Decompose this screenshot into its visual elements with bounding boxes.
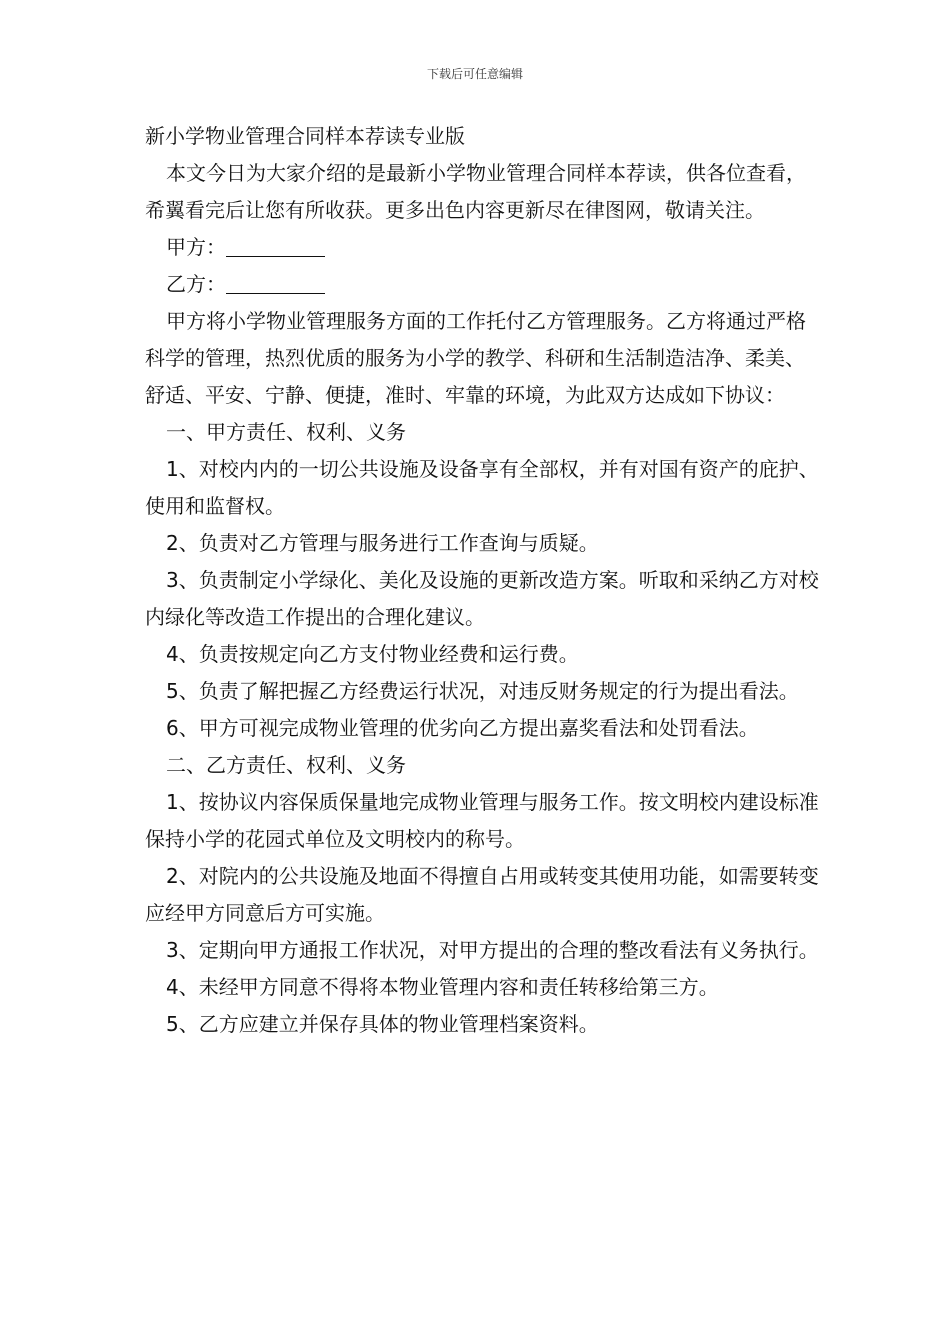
party-a-label: 甲方： [166, 235, 226, 259]
section-2-item: 2、对院内的公共设施及地面不得擅自占用或转变其使用功能，如需要转变应经甲方同意后方可实施。 [145, 864, 819, 925]
section-1-item: 3、负责制定小学绿化、美化及设施的更新改造方案。听取和采纳乙方对校内绿化等改造工作提出的合理化建议。 [145, 568, 819, 629]
party-a-line [145, 229, 820, 266]
section-1-item: 4、负责按规定向乙方支付物业经费和运行费。 [166, 642, 579, 666]
party-b-blank [226, 271, 325, 294]
section-1-heading: 一、甲方责任、权利、义务 [166, 420, 406, 444]
section-1-item: 1、对校内内的一切公共设施及设备享有全部权，并有对国有资产的庇护、使用和监督权。 [145, 457, 819, 518]
section-2-item: 3、定期向甲方通报工作状况，对甲方提出的合理的整改看法有义务执行。 [166, 938, 819, 962]
section-1-item: 6、甲方可视完成物业管理的优劣向乙方提出嘉奖看法和处罚看法。 [166, 716, 759, 740]
party-a-blank [226, 234, 325, 257]
document-body [145, 118, 820, 1043]
party-b-label: 乙方： [166, 272, 226, 296]
section-2-item: 4、未经甲方同意不得将本物业管理内容和责任转移给第三方。 [166, 975, 719, 999]
section-1-item: 5、负责了解把握乙方经费运行状况，对违反财务规定的行为提出看法。 [166, 679, 799, 703]
intro-paragraph: 本文今日为大家介绍的是最新小学物业管理合同样本荐读，供各位查看，希翼看完后让您有所收获。更多出色内容更新尽在律图网，敬请关注。 [145, 161, 806, 222]
document-title: 新小学物业管理合同样本荐读专业版 [145, 124, 465, 148]
section-2-item: 5、乙方应建立并保存具体的物业管理档案资料。 [166, 1012, 599, 1036]
preamble-paragraph: 甲方将小学物业管理服务方面的工作托付乙方管理服务。乙方将通过严格科学的管理，热烈优质的服务为小学的教学、科研和生活制造洁净、柔美、舒适、平安、宁静、便捷，准时、牢靠的环境，为此双方达成如下协议： [145, 309, 806, 407]
page-header: 下载后可任意编辑 [426, 67, 523, 81]
section-1-item: 2、负责对乙方管理与服务进行工作查询与质疑。 [166, 531, 599, 555]
party-b-line [145, 266, 820, 303]
section-2-item: 1、按协议内容保质保量地完成物业管理与服务工作。按文明校内建设标准保持小学的花园式单位及文明校内的称号。 [145, 790, 819, 851]
section-2-heading: 二、乙方责任、权利、义务 [166, 753, 406, 777]
